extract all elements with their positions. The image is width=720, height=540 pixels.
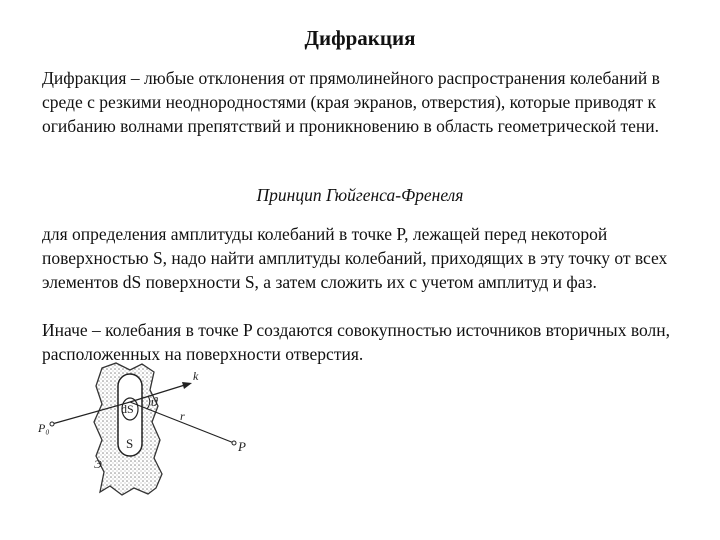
source-point: [50, 422, 54, 426]
page-title: Дифракция: [304, 26, 416, 50]
k-label: k: [193, 369, 199, 383]
principle-paragraph: для определения амплитуды колебаний в точке P, лежащей перед некоторой поверхностью S, надо найти амплитуды колебаний, приходящих в эту точку от всех элементов dS поверхности S, а затем сложить их с учетом амплитуд и фаз.: [42, 224, 668, 292]
ds-label: dS: [121, 402, 134, 416]
screen-label: Э: [94, 457, 102, 471]
alternative-paragraph: Иначе – колебания в точке P создаются совокупностью источников вторичных волн, расположенных на поверхности отверстия.: [42, 320, 670, 364]
principle-heading: Принцип Гюйгенса-Френеля: [256, 185, 464, 205]
definition-paragraph: Дифракция – любые отклонения от прямолинейного распространения колебаний в среде с резкими неоднородностями (края экранов, отверстия), которые приводят к огибанию волнами препятствий и проникновению в область геометрической тени.: [42, 68, 660, 136]
huygens-fresnel-figure: [30, 360, 260, 510]
source-label: P₀: [38, 421, 50, 435]
r-label: r: [180, 409, 185, 423]
p-label: P: [238, 439, 246, 454]
theta-label: ϑ: [151, 394, 158, 409]
s-label: S: [126, 436, 134, 451]
observation-point: [232, 441, 236, 445]
